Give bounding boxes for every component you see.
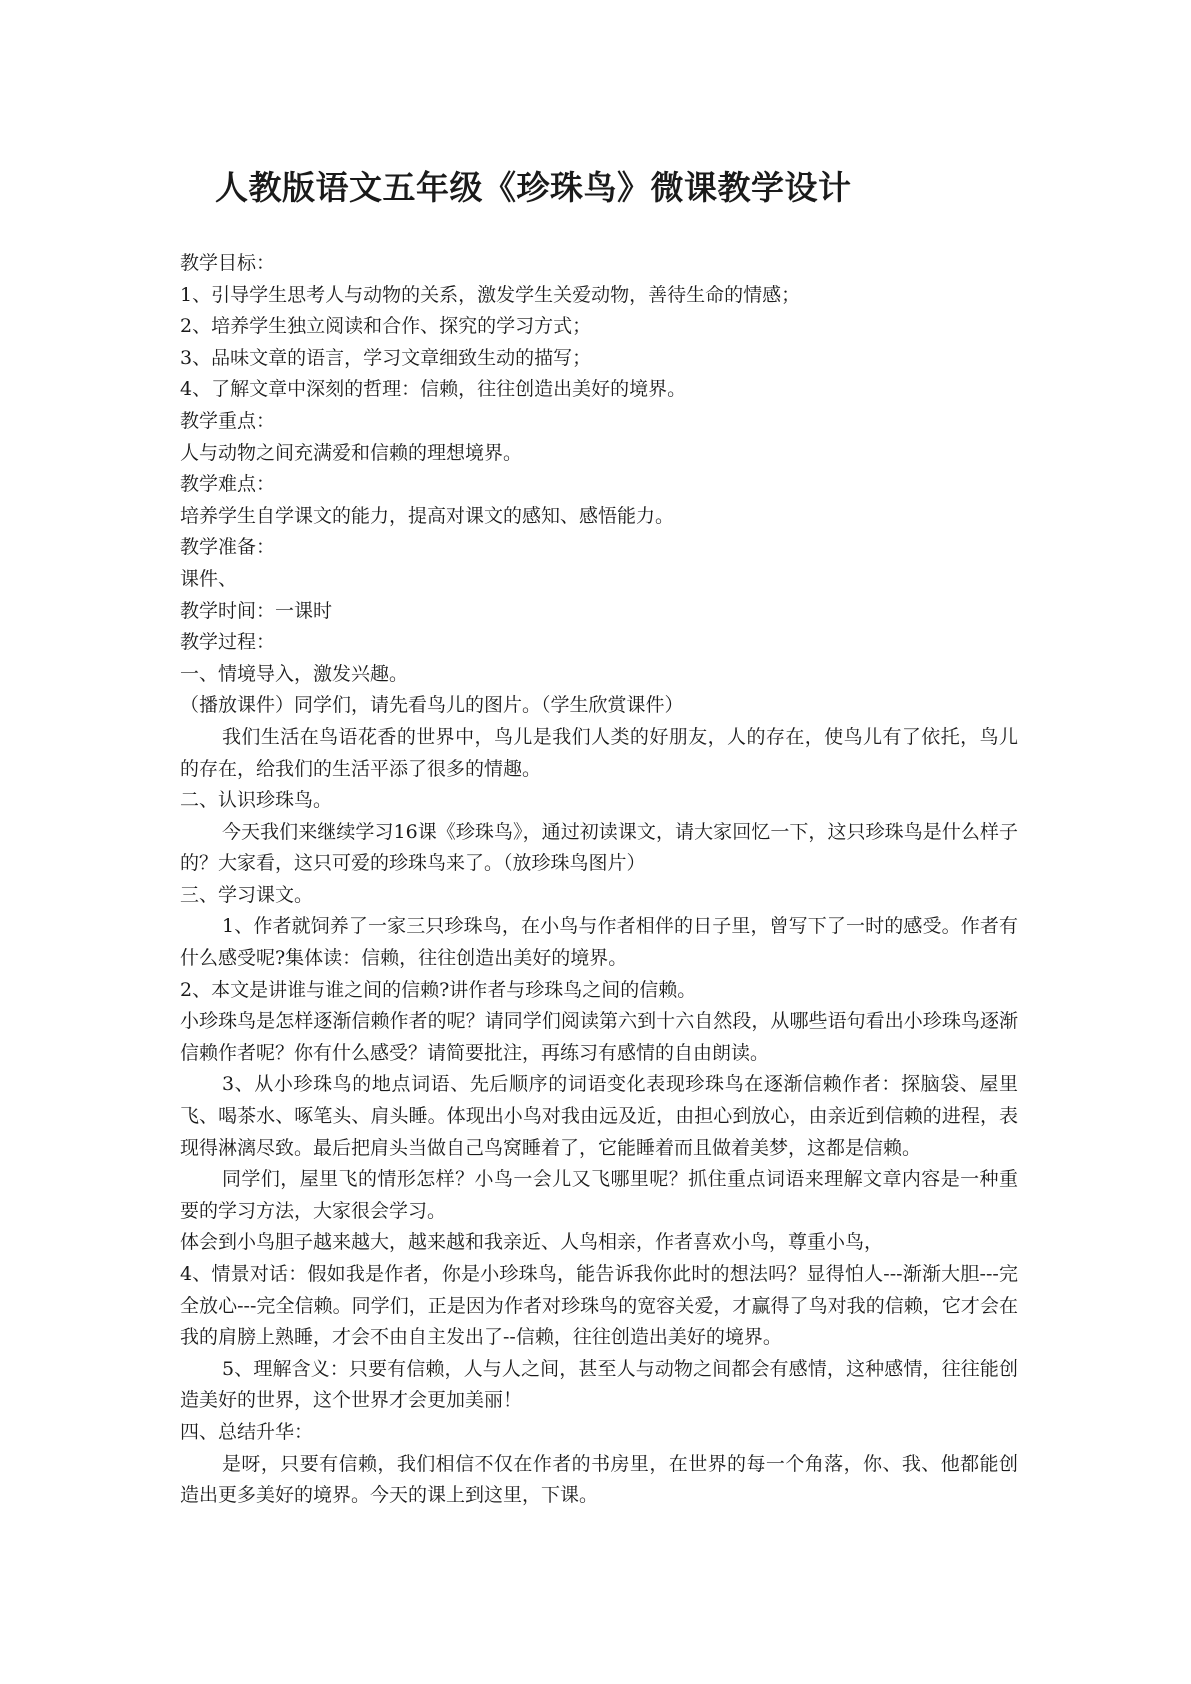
time-line: 教学时间：一课时 [180,599,333,622]
section4-paragraph-1: 是呀，只要有信赖，我们相信不仅在作者的书房里，在世界的每一个角落，你、我、他都能创造出更多美好的境界。今天的课上到这里，下课。 [180,1452,1018,1507]
section3-paragraph-3: 小珍珠鸟是怎样逐渐信赖作者的呢？请同学们阅读第六到十六自然段，从哪些语句看出小珍珠鸟逐渐信赖作者呢？你有什么感受？请简要批注，再练习有感情的自由朗读。 [180,1010,1018,1064]
difficulty-text: 培养学生自学课文的能力，提高对课文的感知、感悟能力。 [180,504,675,527]
section1-paragraph-2: 我们生活在鸟语花香的世界中，鸟儿是我们人类的好朋友，人的存在，使鸟儿有了依托，鸟儿的存在，给我们的生活平添了很多的情趣。 [180,725,1018,780]
section4-heading: 四、总结升华： [180,1420,314,1443]
section1-heading: 一、情境导入，激发兴趣。 [180,662,409,685]
preparation-heading: 教学准备： [180,536,276,559]
section3-heading: 三、学习课文。 [180,883,314,906]
section3-paragraph-2: 2、本文是讲谁与谁之间的信赖?讲作者与珍珠鸟之间的信赖。 [180,978,697,1001]
section2-paragraph-1: 今天我们来继续学习16课《珍珠鸟》，通过初读课文，请大家回忆一下，这只珍珠鸟是什么样子的？大家看，这只可爱的珍珠鸟来了。（放珍珠鸟图片） [180,820,1018,875]
section3-paragraph-8: 5、理解含义：只要有信赖，人与人之间，甚至人与动物之间都会有感情，这种感情，往往能创造美好的世界，这个世界才会更加美丽！ [180,1357,1018,1412]
goal-item-2: 2、培养学生独立阅读和合作、探究的学习方式； [180,315,592,338]
section3-paragraph-4: 3、从小珍珠鸟的地点词语、先后顺序的词语变化表现珍珠鸟在逐渐信赖作者：探脑袋、屋里飞、喝茶水、啄笔头、肩头睡。体现出小鸟对我由远及近，由担心到放心，由亲近到信赖的进程，表现得淋漓尽致。最后把肩头当做自己鸟窝睡着了，它能睡着而且做着美梦，这都是信赖。 [180,1073,1018,1159]
section3-paragraph-1: 1、作者就饲养了一家三只珍珠鸟，在小鸟与作者相伴的日子里，曾写下了一时的感受。作者有什么感受呢?集体读：信赖，往往创造出美好的境界。 [180,915,1018,970]
goal-item-1: 1、引导学生思考人与动物的关系，激发学生关爱动物，善待生命的情感； [180,283,801,306]
document-title: 人教版语文五年级《珍珠鸟》微课教学设计 [215,168,852,207]
section3-paragraph-6: 体会到小鸟胆子越来越大，越来越和我亲近、人鸟相亲，作者喜欢小鸟，尊重小鸟， [180,1231,884,1254]
section3-paragraph-5: 同学们，屋里飞的情形怎样？小鸟一会儿又飞哪里呢？抓住重点词语来理解文章内容是一种重要的学习方法，大家很会学习。 [180,1168,1018,1222]
key-point-text: 人与动物之间充满爱和信赖的理想境界。 [180,441,523,464]
section2-heading: 二、认识珍珠鸟。 [180,789,333,812]
process-heading: 教学过程： [180,631,276,654]
document-body [180,248,1018,1512]
difficulty-heading: 教学难点： [180,473,276,496]
section1-paragraph-1: （播放课件）同学们，请先看鸟儿的图片。（学生欣赏课件） [180,694,684,717]
preparation-text: 课件、 [180,567,238,590]
goal-item-3: 3、品味文章的语言，学习文章细致生动的描写； [180,346,592,369]
goal-item-4: 4、了解文章中深刻的哲理：信赖，往往创造出美好的境界。 [180,378,687,401]
key-point-heading: 教学重点： [180,409,276,432]
section3-paragraph-7: 4、情景对话：假如我是作者，你是小珍珠鸟，能告诉我你此时的想法吗？显得怕人---渐渐大胆---完全放心---完全信赖。同学们，正是因为作者对珍珠鸟的宽容关爱，才赢得了鸟对我的信赖，它才会在我的肩膀上熟睡，才会不由自主发出了--信赖，往往创造出美好的境界。 [180,1263,1018,1349]
goals-heading: 教学目标： [180,252,276,274]
